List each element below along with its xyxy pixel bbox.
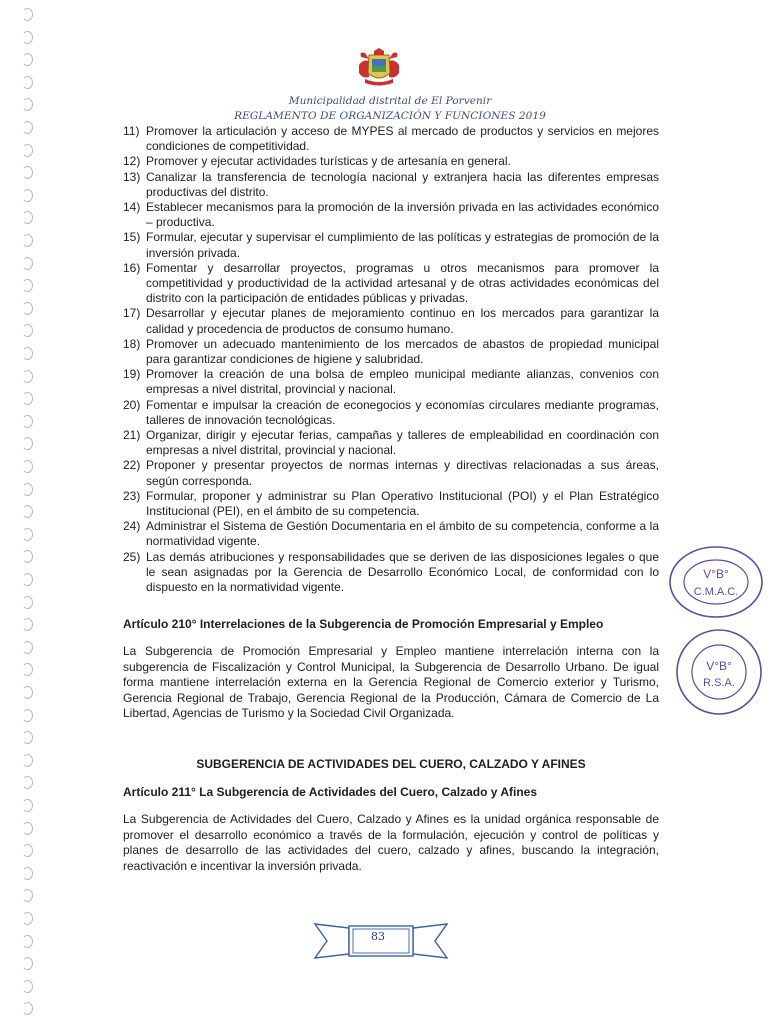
header-regulation-title: REGLAMENTO DE ORGANIZACIÓN Y FUNCIONES 2019 <box>234 110 546 122</box>
binding-hole <box>22 618 33 631</box>
binding-hole <box>22 211 33 224</box>
list-item <box>123 230 659 260</box>
binding-hole <box>22 31 33 44</box>
item-text: Las demás atribuciones y responsabilidades que se deriven de las disposiciones legales o que le sean asignadas por la Gerencia de Desarrollo Económico Local, de conformidad con lo dispuesto en la normatividad vigente. <box>146 549 659 595</box>
binding-hole <box>22 867 33 880</box>
binding-hole <box>22 528 33 541</box>
stamp-initials: R.S.A. <box>703 677 735 689</box>
list-item <box>123 200 659 230</box>
item-number: 12) <box>123 154 141 169</box>
binding-hole <box>22 822 33 835</box>
item-number: 21) <box>123 428 141 443</box>
item-text: Proponer y presentar proyectos de normas internas y directivas relacionadas a sus áreas, según corresponda. <box>146 458 659 488</box>
binding-hole <box>22 776 33 789</box>
section-heading: SUBGERENCIA DE ACTIVIDADES DEL CUERO, CALZADO Y AFINES <box>196 757 586 771</box>
binding-hole <box>22 302 33 315</box>
binding-hole <box>22 505 33 518</box>
item-text: Promover y ejecutar actividades turísticas y de artesanía en general. <box>146 154 511 169</box>
binding-hole <box>22 76 33 89</box>
item-text: Promover un adecuado mantenimiento de los mercados de abastos de propiedad municipal para garantizar condiciones de higiene y salubridad. <box>146 336 659 367</box>
binding-hole <box>22 460 33 473</box>
item-number: 24) <box>123 519 141 534</box>
item-text: Promover la creación de una bolsa de empleo municipal mediante alianzas, convenios con empresas a nivel distrital, provincial y nacional. <box>146 367 659 397</box>
item-number: 20) <box>123 397 141 412</box>
stamp-initials: C.M.A.C. <box>693 586 739 598</box>
list-item <box>123 428 659 458</box>
header-municipality: Municipalidad distrital de El Porvenir <box>288 95 492 107</box>
approval-stamp-icon <box>666 543 766 621</box>
list-item <box>123 124 659 154</box>
item-text: Formular, proponer y administrar su Plan Operativo Institucional (POI) y el Plan Estratégico Institucional (PEI), en el ámbito de su competencia. <box>146 488 659 519</box>
functions-list <box>123 124 659 595</box>
binding-hole <box>22 483 33 496</box>
binding-hole <box>22 392 33 405</box>
item-number: 18) <box>123 336 141 351</box>
stamp-vobo: V°B° <box>706 659 732 673</box>
item-number: 19) <box>123 367 141 382</box>
binding-hole <box>22 144 33 157</box>
binding-hole <box>22 53 33 66</box>
item-number: 11) <box>123 124 140 138</box>
item-number: 17) <box>123 306 141 321</box>
list-item <box>123 519 659 549</box>
binding-hole <box>22 889 33 902</box>
list-item <box>123 154 659 169</box>
list-item <box>123 261 659 307</box>
binding-hole <box>22 324 33 337</box>
binding-hole <box>22 935 33 948</box>
item-number: 23) <box>123 488 141 503</box>
list-item <box>123 550 659 596</box>
list-item <box>123 458 659 488</box>
item-text: Establecer mecanismos para la promoción de la inversión privada en las actividades económico – productiva. <box>146 200 659 230</box>
binding-hole <box>22 98 33 111</box>
binding-hole <box>22 189 33 202</box>
item-number: 15) <box>123 230 141 245</box>
binding-hole <box>22 709 33 722</box>
binding-hole <box>22 641 33 654</box>
article-210-heading: Artículo 210° Interrelaciones de la Subgerencia de Promoción Empresarial y Empleo <box>123 617 604 631</box>
page-number: 83 <box>371 930 385 943</box>
list-item <box>123 170 659 200</box>
article-211-heading: Artículo 211° La Subgerencia de Actividades del Cuero, Calzado y Afines <box>123 785 538 799</box>
list-item <box>123 489 659 519</box>
binding-hole <box>22 754 33 767</box>
list-item <box>123 398 659 428</box>
item-text: Desarrollar y ejecutar planes de mejoramiento continuo en los mercados para garantizar la calidad y procedencia de productos de consumo humano. <box>146 306 659 336</box>
list-item <box>123 306 659 336</box>
item-text: Organizar, dirigir y ejecutar ferias, campañas y talleres de empleabilidad en coordinación con empresas a nivel distrital, provincial y nacional. <box>146 428 659 458</box>
approval-stamp-icon <box>673 626 765 718</box>
binding-hole <box>22 573 33 586</box>
item-text: Promover la articulación y acceso de MYPES al mercado de productos y servicios en mejores condiciones de competitividad. <box>146 124 659 154</box>
binding-hole <box>22 980 33 993</box>
item-number: 13) <box>123 169 141 184</box>
municipal-crest-icon <box>357 47 401 87</box>
binding-hole <box>22 550 33 563</box>
item-number: 22) <box>123 458 141 473</box>
binding-hole <box>22 799 33 812</box>
article-211-body: La Subgerencia de Actividades del Cuero, Calzado y Afines es la unidad orgánica responsable de promover el desarrollo económico a través de la formulación, ejecución y control de políticas y planes de desarrollo de las actividades del cuero, calzado y afines, buscando la integración, reactivación e incentivar la inversión privada. <box>123 812 659 873</box>
binding-hole <box>22 437 33 450</box>
binding-hole <box>22 1002 33 1015</box>
item-text: Canalizar la transferencia de tecnología nacional y extranjera hacia las diferentes empresas productivas del distrito. <box>146 169 659 199</box>
binding-hole <box>22 957 33 970</box>
binding-hole <box>22 844 33 857</box>
binding-hole <box>22 347 33 360</box>
binding-hole <box>22 663 33 676</box>
item-text: Formular, ejecutar y supervisar el cumplimiento de las políticas y estrategias de promoción de la inversión privada. <box>146 230 659 260</box>
item-text: Administrar el Sistema de Gestión Documentaria en el ámbito de su competencia, conforme a la normatividad vigente. <box>146 519 659 549</box>
binding-hole <box>22 121 33 134</box>
binding-hole <box>22 8 33 21</box>
binding-hole <box>22 257 33 270</box>
stamp-vobo: V°B° <box>703 567 729 581</box>
list-item <box>123 337 659 367</box>
binding-hole <box>22 912 33 925</box>
binding-hole <box>22 731 33 744</box>
article-210-body: La Subgerencia de Promoción Empresarial y Empleo mantiene interrelación interna con la subgerencia de Fiscalización y Control Municipal, la Subgerencia de Desarrollo Urbano. De igual forma mantiene interrelación externa en la Gerencia Regional de Comercio exterior y Turismo, Gerencia Regional de Trabajo, Gerencia Regional de la Producción, Cámara de Comercio de La Libertad, Agencias de Turismo y la Sociedad Civil Organizada. <box>123 644 659 720</box>
item-text: Fomentar e impulsar la creación de econegocios y economías circulares mediante programas, talleres de innovación tecnológicas. <box>146 397 659 427</box>
binding-hole <box>22 415 33 428</box>
item-number: 25) <box>123 549 141 564</box>
binding-hole <box>22 234 33 247</box>
item-number: 16) <box>123 260 141 275</box>
binding-hole <box>22 279 33 292</box>
item-number: 14) <box>123 200 141 215</box>
list-item <box>123 367 659 397</box>
spiral-binding <box>14 0 38 1024</box>
binding-hole <box>22 596 33 609</box>
item-text: Fomentar y desarrollar proyectos, programas u otros mecanismos para promover la competitividad y productividad de la actividad artesanal y de otras actividades económicas del distrito con la participación de entidades públicas y privadas. <box>146 260 659 306</box>
binding-hole <box>22 370 33 383</box>
binding-hole <box>22 166 33 179</box>
binding-hole <box>22 686 33 699</box>
